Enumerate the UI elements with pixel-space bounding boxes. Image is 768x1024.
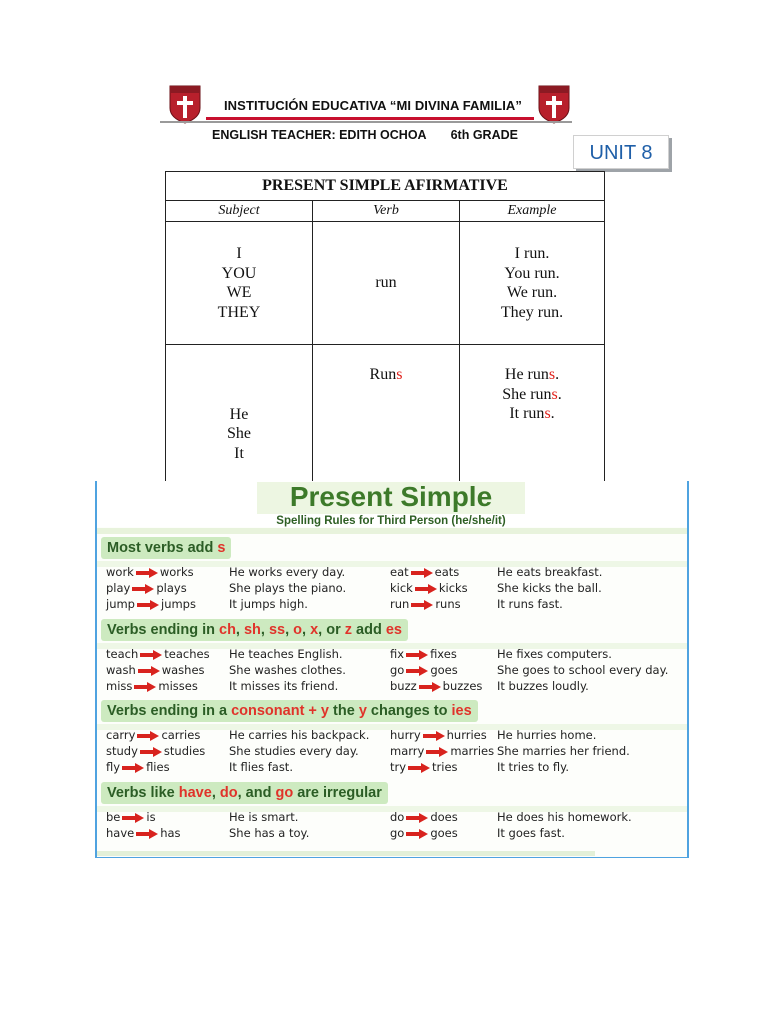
example-sentence: It goes fast. bbox=[497, 826, 565, 840]
arrow-right-icon bbox=[122, 813, 144, 823]
verb-pair bbox=[390, 597, 461, 611]
verb-pair bbox=[390, 647, 457, 661]
rule-highlight: go bbox=[275, 785, 294, 801]
verb-third-person: does bbox=[430, 810, 458, 824]
subject: He bbox=[229, 405, 249, 423]
arrow-right-icon bbox=[140, 747, 162, 757]
verb-third-person: works bbox=[159, 565, 194, 579]
header-subject: Subject bbox=[166, 201, 313, 222]
cell-subjects-third-person bbox=[166, 345, 313, 482]
verb-third-person: goes bbox=[430, 663, 458, 677]
verb-pair bbox=[390, 565, 459, 579]
example-sentence: It flies fast. bbox=[229, 760, 293, 774]
cell-examples-third-person bbox=[460, 345, 605, 482]
verb-pair bbox=[106, 663, 205, 677]
arrow-right-icon bbox=[411, 568, 433, 578]
header-divider bbox=[206, 117, 534, 120]
arrow-right-icon bbox=[132, 584, 154, 594]
verb-base: be bbox=[106, 810, 121, 824]
rule-highlight: ies bbox=[451, 703, 472, 719]
example-sentence: It misses its friend. bbox=[229, 679, 339, 693]
arrow-right-icon bbox=[122, 763, 144, 773]
verb-base: jump bbox=[106, 597, 135, 611]
verb-third-person: runs bbox=[435, 597, 461, 611]
verb-base: teach bbox=[106, 647, 139, 661]
verb-third-person: goes bbox=[430, 826, 458, 840]
unit-badge: UNIT 8 bbox=[573, 135, 669, 169]
example: You run. bbox=[504, 264, 560, 282]
example-sentence: He eats breakfast. bbox=[497, 565, 603, 579]
arrow-right-icon bbox=[134, 682, 156, 692]
rule-highlight: ss bbox=[268, 622, 286, 638]
cell-subjects-plural bbox=[166, 222, 313, 345]
example-sentence: She studies every day. bbox=[229, 744, 359, 758]
arrow-right-icon bbox=[406, 829, 428, 839]
verb-third-person: buzzes bbox=[442, 679, 483, 693]
arrow-right-icon bbox=[411, 600, 433, 610]
verb-pair bbox=[106, 647, 210, 661]
spelling-rules-panel bbox=[95, 481, 689, 858]
verb-base: go bbox=[390, 826, 405, 840]
example: I run. bbox=[514, 245, 550, 262]
panel-subtitle: Spelling Rules for Third Person (he/she/it) bbox=[276, 515, 506, 527]
bottom-bar bbox=[97, 851, 595, 856]
verb-third-person: fixes bbox=[430, 647, 457, 661]
rule-highlight: x bbox=[310, 622, 319, 638]
verb-base: do bbox=[390, 810, 405, 824]
example-sentence: She goes to school every day. bbox=[497, 663, 669, 677]
verb-pair bbox=[106, 597, 196, 611]
rule-text: add bbox=[352, 622, 386, 638]
rule-heading bbox=[101, 619, 408, 641]
rule-highlight: o bbox=[293, 622, 303, 638]
verb-base: hurry bbox=[390, 728, 421, 742]
verb-third-person: jumps bbox=[161, 597, 196, 611]
verb-third-person: kicks bbox=[438, 581, 468, 595]
verb-base: kick bbox=[390, 581, 413, 595]
rule-text: Verbs like bbox=[107, 785, 179, 801]
verb-third-person: flies bbox=[146, 760, 170, 774]
example-sentence: It runs fast. bbox=[497, 597, 563, 611]
header-divider-shadow bbox=[160, 121, 572, 123]
verb-third-person: plays bbox=[156, 581, 187, 595]
rule-highlight: es bbox=[385, 622, 402, 638]
verb-base: carry bbox=[106, 728, 136, 742]
example-sentence: He carries his backpack. bbox=[229, 728, 370, 742]
rule-heading bbox=[101, 700, 478, 722]
school-crest-left bbox=[168, 84, 202, 124]
rule-highlight: y bbox=[358, 703, 367, 719]
rule-text: Verbs ending in bbox=[107, 622, 219, 638]
header-example: Example bbox=[460, 201, 605, 222]
verb-base: miss bbox=[106, 679, 133, 693]
panel-title: Present Simple bbox=[289, 481, 493, 512]
verb-base: run bbox=[390, 597, 410, 611]
rule-highlight: consonant + y bbox=[231, 703, 329, 719]
rule-text: , bbox=[285, 622, 294, 638]
arrow-right-icon bbox=[415, 584, 437, 594]
verb-stem: Run bbox=[369, 366, 397, 383]
verb-third-person: misses bbox=[158, 679, 198, 693]
arrow-right-icon bbox=[406, 650, 428, 660]
verb-pair bbox=[106, 826, 181, 840]
example-sentence: She has a toy. bbox=[229, 826, 310, 840]
example-sentence: She plays the piano. bbox=[229, 581, 347, 595]
verb-pair bbox=[390, 679, 482, 693]
verb-pair bbox=[390, 581, 468, 595]
verb-suffix: s bbox=[396, 366, 403, 383]
verb-base: play bbox=[106, 581, 131, 595]
rule-text: changes to bbox=[366, 703, 452, 719]
rule-highlight: have bbox=[178, 785, 212, 801]
example-sentence: He hurries home. bbox=[497, 728, 597, 742]
rule-text: , bbox=[260, 622, 269, 638]
cell-verb-base: run bbox=[313, 222, 460, 345]
example-sentence: It tries to fly. bbox=[497, 760, 569, 774]
verb-base: fix bbox=[390, 647, 405, 661]
arrow-right-icon bbox=[136, 829, 158, 839]
cell-verb-third-person bbox=[313, 345, 460, 482]
verb-third-person: washes bbox=[161, 663, 205, 677]
rule-text: , bbox=[235, 622, 244, 638]
example: He runs. bbox=[504, 366, 560, 383]
subject: THEY bbox=[217, 303, 261, 321]
teacher-name: ENGLISH TEACHER: EDITH OCHOA bbox=[212, 128, 427, 142]
verb-base: marry bbox=[390, 744, 425, 758]
verb-base: work bbox=[106, 565, 134, 579]
verb-third-person: teaches bbox=[164, 647, 210, 661]
verb-third-person: carries bbox=[161, 728, 201, 742]
example-sentence: He does his homework. bbox=[497, 810, 632, 824]
arrow-right-icon bbox=[423, 731, 445, 741]
example: She runs. bbox=[502, 385, 562, 403]
rule-text: Most verbs add bbox=[107, 540, 218, 556]
verb-pair bbox=[390, 810, 458, 824]
verb-base: have bbox=[106, 826, 135, 840]
present-simple-table bbox=[165, 171, 605, 482]
subject: WE bbox=[226, 284, 252, 301]
verb-pair bbox=[106, 679, 198, 693]
verb-pair bbox=[106, 728, 200, 742]
rule-highlight: ch bbox=[219, 622, 236, 638]
verb-pair bbox=[106, 565, 194, 579]
example: It runs. bbox=[509, 405, 555, 422]
arrow-right-icon bbox=[408, 763, 430, 773]
arrow-right-icon bbox=[406, 813, 428, 823]
example-sentence: He teaches English. bbox=[229, 647, 343, 661]
rule-heading bbox=[101, 782, 388, 804]
school-crest-right bbox=[537, 84, 571, 124]
example: We run. bbox=[506, 284, 558, 301]
subject: She bbox=[227, 425, 251, 442]
arrow-right-icon bbox=[426, 747, 448, 757]
rule-text: , bbox=[211, 785, 220, 801]
verb-third-person: is bbox=[146, 810, 156, 824]
grade-label: 6th GRADE bbox=[450, 128, 518, 142]
subject: I bbox=[236, 245, 242, 262]
subject: It bbox=[234, 444, 244, 462]
verb-pair bbox=[390, 760, 458, 774]
arrow-right-icon bbox=[138, 666, 160, 676]
arrow-right-icon bbox=[137, 731, 159, 741]
verb-base: study bbox=[106, 744, 138, 758]
subject: YOU bbox=[221, 264, 257, 282]
verb-third-person: hurries bbox=[446, 728, 487, 742]
verb-base: buzz bbox=[390, 679, 417, 693]
verb-pair bbox=[106, 810, 156, 824]
school-name: INSTITUCIÓN EDUCATIVA “MI DIVINA FAMILIA” bbox=[223, 98, 523, 113]
rule-highlight: do bbox=[219, 785, 238, 801]
verb-pair bbox=[106, 760, 170, 774]
verb-third-person: marries bbox=[450, 744, 495, 758]
verb-third-person: tries bbox=[432, 760, 458, 774]
verb-pair bbox=[390, 826, 458, 840]
verb-third-person: has bbox=[160, 826, 181, 840]
verb-third-person: studies bbox=[163, 744, 206, 758]
rule-highlight: sh bbox=[243, 622, 261, 638]
example-sentence: It buzzes loudly. bbox=[497, 679, 589, 693]
arrow-right-icon bbox=[140, 650, 162, 660]
header-verb: Verb bbox=[313, 201, 460, 222]
arrow-right-icon bbox=[136, 568, 158, 578]
example-sentence: She washes clothes. bbox=[229, 663, 346, 677]
example-sentence: He is smart. bbox=[229, 810, 299, 824]
rule-heading bbox=[101, 537, 231, 559]
table-title: PRESENT SIMPLE AFIRMATIVE bbox=[166, 172, 605, 201]
teacher-line bbox=[212, 128, 518, 142]
example-sentence: She marries her friend. bbox=[497, 744, 630, 758]
verb-third-person: eats bbox=[434, 565, 460, 579]
rule-text: , and bbox=[237, 785, 276, 801]
arrow-right-icon bbox=[137, 600, 159, 610]
rule-text: , or bbox=[318, 622, 345, 638]
rule-highlight: z bbox=[344, 622, 353, 638]
example: They run. bbox=[500, 303, 564, 321]
rule-text: are irregular bbox=[293, 785, 382, 801]
arrow-right-icon bbox=[419, 682, 441, 692]
verb-pair bbox=[390, 663, 458, 677]
verb-pair bbox=[390, 744, 494, 758]
arrow-right-icon bbox=[406, 666, 428, 676]
verb-base: try bbox=[390, 760, 407, 774]
example-sentence: He works every day. bbox=[229, 565, 346, 579]
rule-highlight: s bbox=[217, 540, 226, 556]
verb-base: go bbox=[390, 663, 405, 677]
verb-base: eat bbox=[390, 565, 409, 579]
verb-pair bbox=[106, 744, 205, 758]
rule-text: Verbs ending in a bbox=[107, 703, 232, 719]
example-sentence: She kicks the ball. bbox=[497, 581, 602, 595]
verb-pair bbox=[106, 581, 187, 595]
subtitle-band bbox=[97, 528, 687, 534]
verb-base: fly bbox=[106, 760, 121, 774]
example-sentence: He fixes computers. bbox=[497, 647, 612, 661]
cell-examples-plural bbox=[460, 222, 605, 345]
rule-text: the bbox=[329, 703, 359, 719]
verb-pair bbox=[390, 728, 487, 742]
rule-text: , bbox=[302, 622, 311, 638]
example-sentence: It jumps high. bbox=[229, 597, 308, 611]
verb-base: wash bbox=[106, 663, 136, 677]
